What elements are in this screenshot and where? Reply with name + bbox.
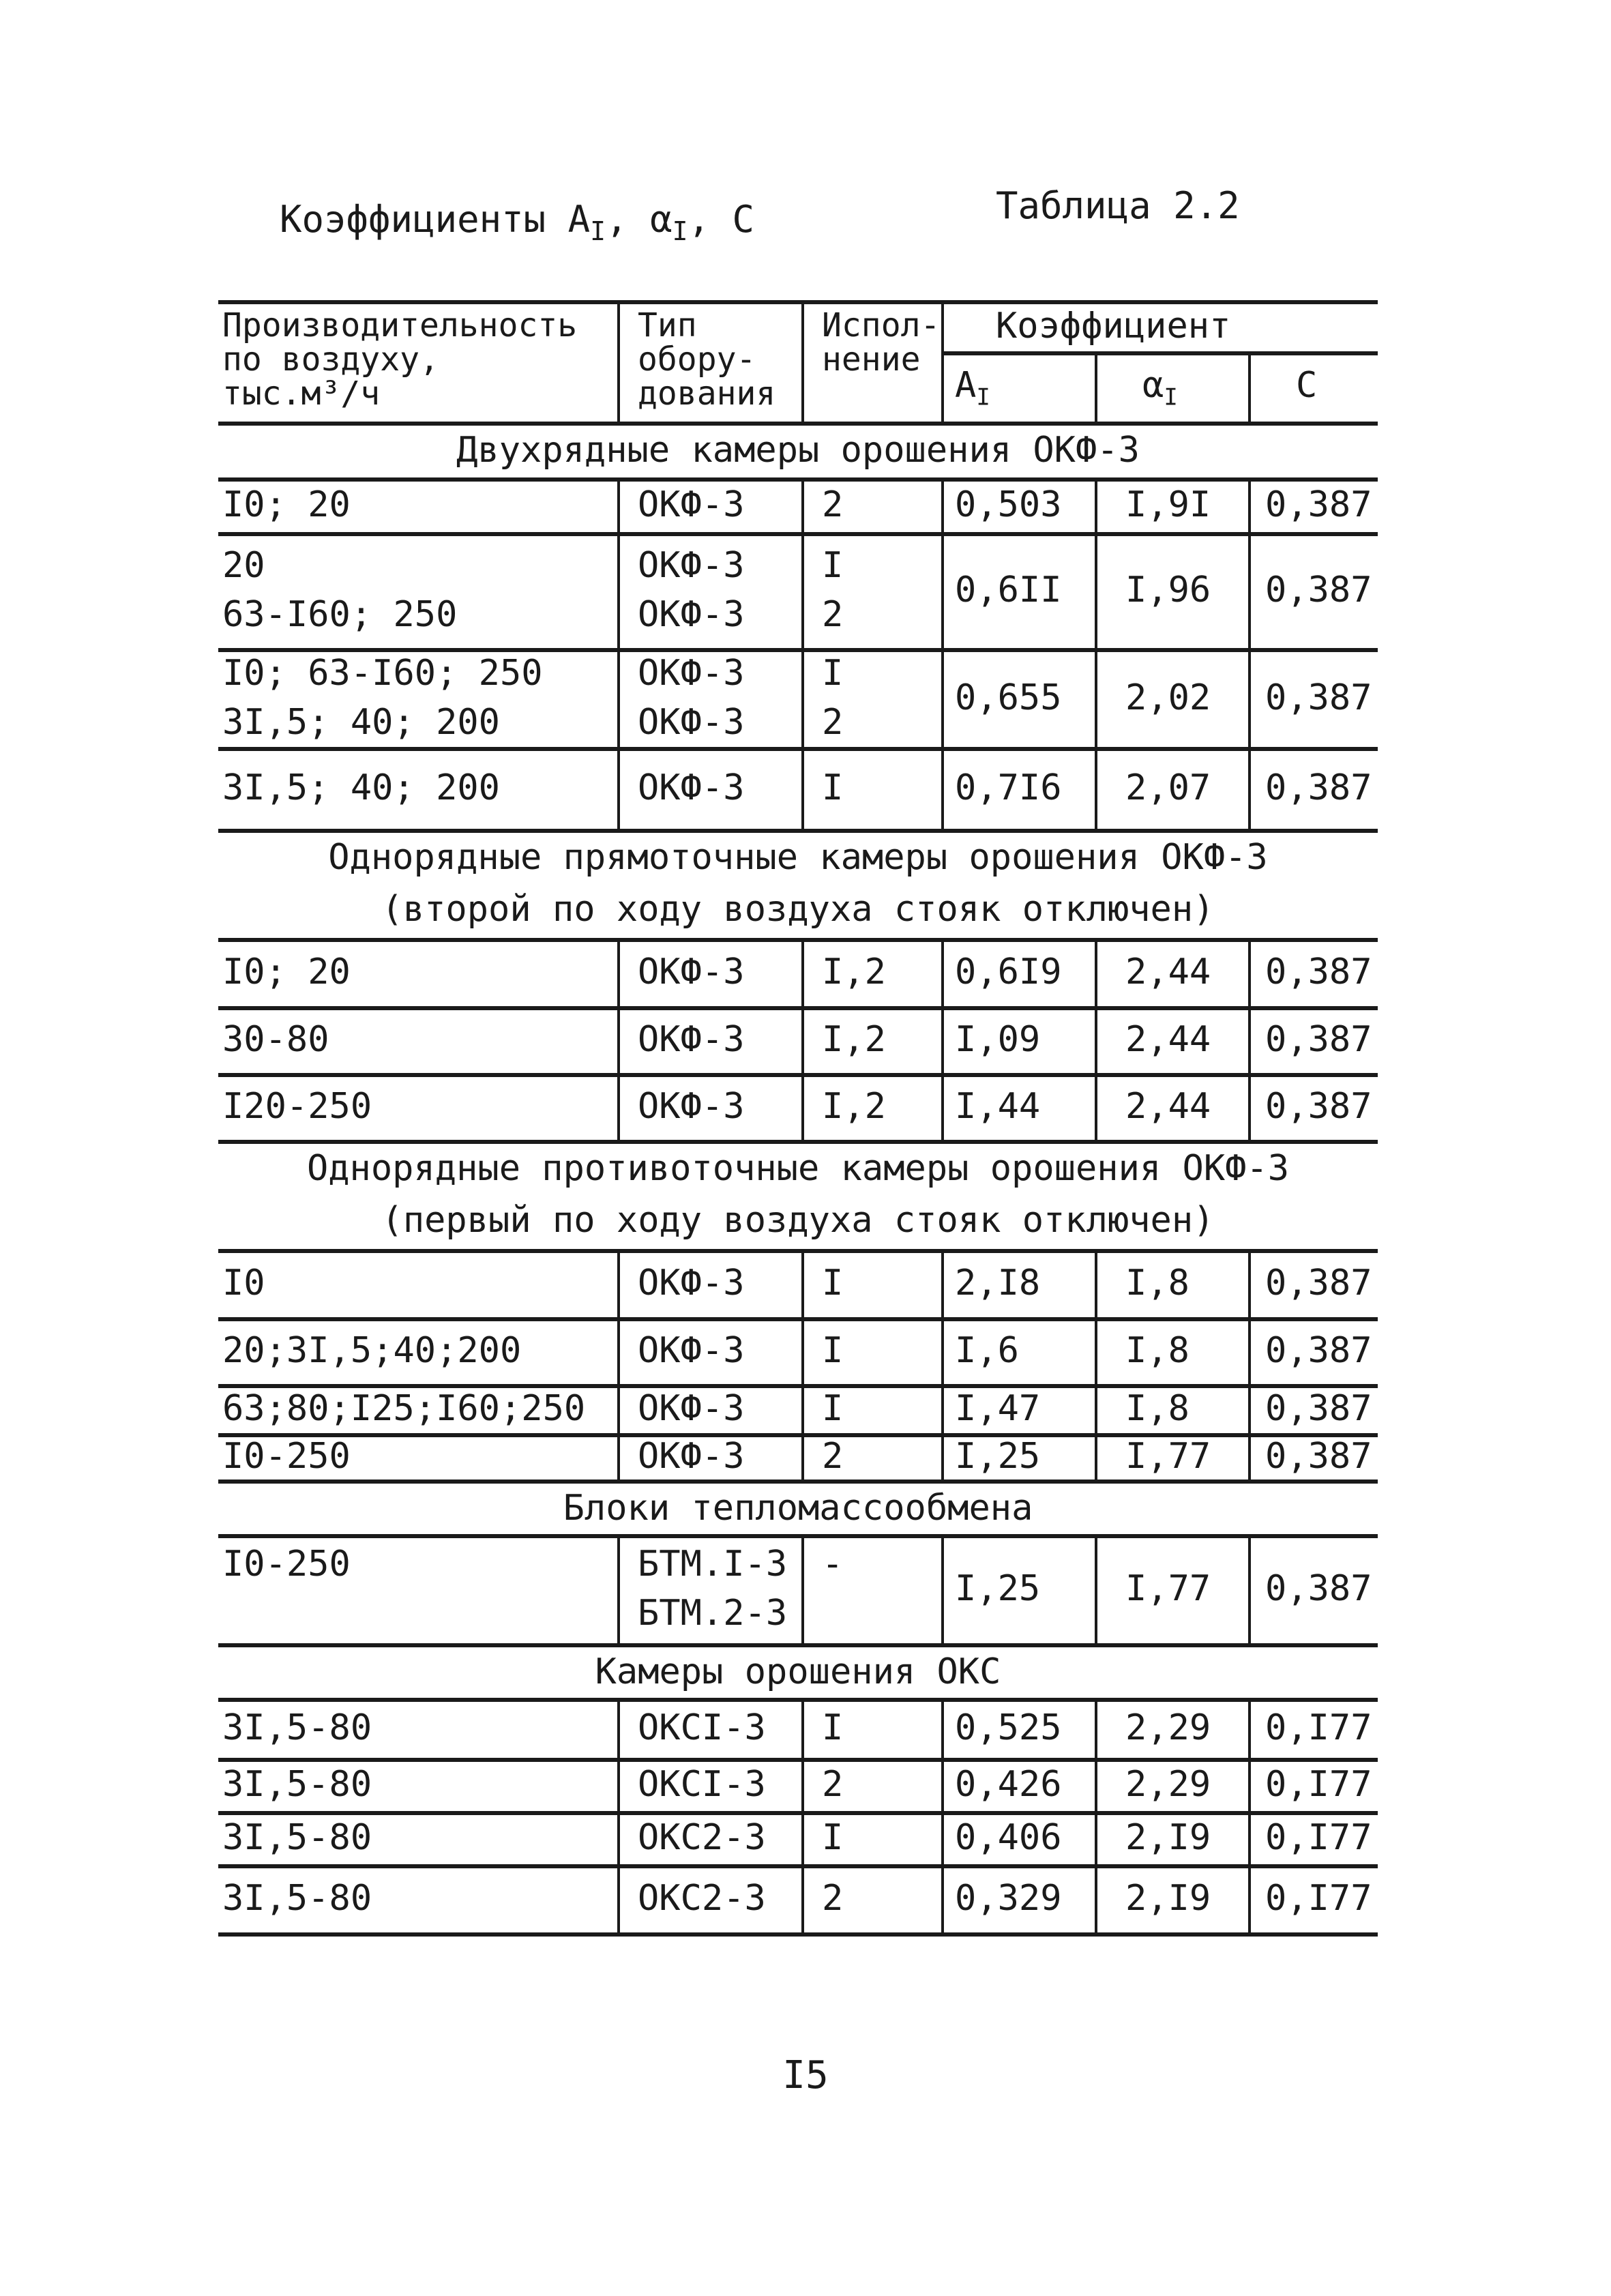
column-divider	[1248, 1534, 1251, 1643]
table-rule	[218, 1073, 1378, 1077]
alpha1-value: I,8	[1125, 1263, 1189, 1304]
header-equipment-type: дования	[638, 374, 776, 413]
alpha1-value: 2,02	[1125, 677, 1211, 718]
a1-value: I,6	[955, 1330, 1019, 1371]
column-divider	[801, 1534, 804, 1643]
equipment-type-value: ОКФ-3	[638, 652, 745, 694]
execution-value: 2	[822, 701, 844, 743]
alpha1-value: 2,I9	[1125, 1878, 1211, 1919]
equipment-type-value: ОКФ-3	[638, 484, 745, 525]
execution-value: I	[822, 1388, 844, 1429]
a1-value: 2,I8	[955, 1263, 1041, 1304]
column-divider	[1095, 1864, 1097, 1932]
column-divider	[617, 1433, 620, 1480]
caption-alpha-sub: I	[672, 216, 688, 246]
column-divider	[801, 1758, 804, 1811]
column-divider	[617, 300, 620, 422]
column-divider	[1248, 938, 1251, 1006]
column-divider	[941, 1073, 944, 1140]
c-value: 0,387	[1265, 1086, 1372, 1127]
alpha1-value: I,96	[1125, 570, 1211, 610]
a1-value: 0,7I6	[955, 767, 1062, 808]
c-value: 0,387	[1265, 570, 1372, 610]
table-rule	[218, 1249, 1378, 1253]
header-execution: Испол-	[822, 306, 941, 344]
column-divider	[801, 1317, 804, 1384]
caption-sub: I	[590, 216, 606, 246]
column-divider	[1248, 1864, 1251, 1932]
column-divider	[1248, 1698, 1251, 1758]
c-value: 0,387	[1265, 1263, 1372, 1304]
column-divider	[941, 300, 944, 422]
column-divider	[1095, 532, 1097, 648]
execution-value: I	[822, 1707, 844, 1748]
equipment-type-value: ОКФ-3	[638, 767, 745, 808]
column-divider	[941, 1006, 944, 1073]
c-value: 0,387	[1265, 952, 1372, 992]
column-divider	[1248, 1006, 1251, 1073]
header-production: Производительность	[222, 306, 578, 344]
alpha1-value: 2,I9	[1125, 1817, 1211, 1858]
a1-value: 0,6II	[955, 570, 1062, 610]
a1-value: 0,6I9	[955, 952, 1062, 992]
column-divider	[1095, 1384, 1097, 1433]
column-divider	[801, 648, 804, 747]
column-divider	[1095, 1433, 1097, 1480]
header-execution: нение	[822, 340, 921, 379]
c-value: 0,387	[1265, 1436, 1372, 1477]
execution-value: I,2	[822, 1086, 886, 1127]
execution-value: 2	[822, 594, 844, 635]
column-divider	[617, 1698, 620, 1758]
table-rule	[218, 1006, 1378, 1010]
column-divider	[617, 1534, 620, 1643]
table-rule	[218, 532, 1378, 536]
header-alpha1-letter: α	[1142, 365, 1164, 406]
c-value: 0,387	[1265, 1330, 1372, 1371]
equipment-type-value: БТМ.2-3	[638, 1593, 788, 1634]
page-number: I5	[782, 2053, 829, 2098]
c-value: 0,I77	[1265, 1707, 1372, 1748]
column-divider	[1248, 1811, 1251, 1864]
column-divider	[617, 1249, 620, 1317]
header-production: по воздуху,	[222, 340, 439, 379]
caption-alpha: , α	[606, 198, 673, 241]
equipment-type-value: ОКФ-3	[638, 701, 745, 743]
column-divider	[941, 1317, 944, 1384]
equipment-type-value: ОКС2-3	[638, 1817, 766, 1858]
caption-c: , C	[688, 198, 755, 241]
column-divider	[941, 1864, 944, 1932]
column-divider	[801, 938, 804, 1006]
a1-value: I,47	[955, 1388, 1041, 1429]
column-divider	[1095, 1758, 1097, 1811]
column-divider	[941, 1384, 944, 1433]
production-value: 3I,5-80	[222, 1817, 372, 1858]
coefficients-table	[218, 0, 1378, 2046]
table-rule	[218, 1932, 1378, 1937]
column-divider	[1248, 532, 1251, 648]
column-divider	[617, 938, 620, 1006]
column-divider	[941, 1534, 944, 1643]
a1-value: I,25	[955, 1568, 1041, 1609]
header-equipment-type: Тип	[638, 306, 697, 344]
column-divider	[801, 747, 804, 829]
alpha1-value: 2,29	[1125, 1764, 1211, 1805]
alpha1-value: 2,07	[1125, 767, 1211, 808]
production-value: 3I,5; 40; 200	[222, 701, 500, 743]
execution-value: I	[822, 1817, 844, 1858]
execution-value: -	[822, 1544, 844, 1585]
column-divider	[1095, 648, 1097, 747]
column-divider	[1248, 351, 1251, 422]
column-divider	[1248, 1433, 1251, 1480]
a1-value: 0,503	[955, 484, 1062, 525]
table-rule	[218, 1317, 1378, 1321]
column-divider	[941, 1433, 944, 1480]
column-divider	[1248, 1758, 1251, 1811]
section-title: Двухрядные камеры орошения ОКФ-3	[456, 430, 1140, 471]
alpha1-value: I,8	[1125, 1388, 1189, 1429]
column-divider	[801, 1811, 804, 1864]
a1-value: 0,426	[955, 1764, 1062, 1805]
column-divider	[617, 648, 620, 747]
a1-value: 0,406	[955, 1817, 1062, 1858]
execution-value: 2	[822, 1878, 844, 1919]
column-divider	[941, 1811, 944, 1864]
production-value: I0; 20	[222, 952, 351, 992]
caption-text: Коэффициенты A	[280, 198, 591, 241]
table-number: Таблица 2.2	[996, 184, 1240, 227]
header-a1	[955, 361, 990, 422]
column-divider	[617, 1006, 620, 1073]
column-divider	[941, 1698, 944, 1758]
production-value: I20-250	[222, 1086, 372, 1127]
header-c: C	[1296, 365, 1318, 406]
production-value: 63;80;I25;I60;250	[222, 1388, 586, 1429]
alpha1-value: 2,44	[1125, 1019, 1211, 1060]
production-value: I0	[222, 1263, 265, 1304]
c-value: 0,387	[1265, 677, 1372, 718]
execution-value: I	[822, 545, 844, 586]
column-divider	[1095, 1534, 1097, 1643]
column-divider	[617, 532, 620, 648]
production-value: 20	[222, 545, 265, 586]
column-divider	[941, 1249, 944, 1317]
alpha1-value: 2,29	[1125, 1707, 1211, 1748]
execution-value: I	[822, 767, 844, 808]
c-value: 0,387	[1265, 1568, 1372, 1609]
section-title: Блоки тепломассообмена	[563, 1488, 1033, 1529]
equipment-type-value: ОКФ-3	[638, 1330, 745, 1371]
execution-value: I	[822, 652, 844, 694]
production-value: 3I,5-80	[222, 1707, 372, 1748]
section-title: Камеры орошения ОКС	[595, 1651, 1001, 1692]
execution-value: 2	[822, 1764, 844, 1805]
equipment-type-value: ОКФ-3	[638, 1388, 745, 1429]
column-divider	[1095, 1317, 1097, 1384]
c-value: 0,387	[1265, 484, 1372, 525]
header-a1-sub: I	[976, 383, 990, 411]
production-value: 30-80	[222, 1019, 329, 1060]
production-value: I0; 20	[222, 484, 351, 525]
header-equipment-type: обору-	[638, 340, 756, 379]
column-divider	[617, 1317, 620, 1384]
column-divider	[801, 1249, 804, 1317]
a1-value: I,25	[955, 1436, 1041, 1477]
section-title: (второй по ходу воздуха стояк отключен)	[381, 889, 1215, 930]
column-divider	[617, 747, 620, 829]
equipment-type-value: БТМ.I-3	[638, 1544, 788, 1585]
column-divider	[941, 1758, 944, 1811]
alpha1-value: I,9I	[1125, 484, 1211, 525]
production-value: I0; 63-I60; 250	[222, 652, 543, 694]
column-divider	[801, 1384, 804, 1433]
table-rule	[218, 938, 1378, 942]
column-divider	[617, 477, 620, 532]
column-divider	[941, 938, 944, 1006]
production-value: 3I,5-80	[222, 1764, 372, 1805]
alpha1-value: 2,44	[1125, 1086, 1211, 1127]
execution-value: 2	[822, 1436, 844, 1477]
section-title: Однорядные противоточные камеры орошения ОКФ-3	[306, 1148, 1290, 1189]
execution-value: 2	[822, 484, 844, 525]
equipment-type-value: ОКФ-3	[638, 594, 745, 635]
column-divider	[1095, 1073, 1097, 1140]
table-rule	[218, 747, 1378, 751]
column-divider	[801, 1006, 804, 1073]
equipment-type-value: ОКФ-3	[638, 952, 745, 992]
column-divider	[1095, 477, 1097, 532]
column-divider	[941, 648, 944, 747]
production-value: 3I,5; 40; 200	[222, 767, 500, 808]
column-divider	[617, 1384, 620, 1433]
column-divider	[1095, 938, 1097, 1006]
equipment-type-value: ОКСI-3	[638, 1764, 766, 1805]
a1-value: 0,655	[955, 677, 1062, 718]
column-divider	[1095, 1811, 1097, 1864]
column-divider	[1248, 747, 1251, 829]
equipment-type-value: ОКФ-3	[638, 1263, 745, 1304]
column-divider	[1095, 1698, 1097, 1758]
column-divider	[1248, 648, 1251, 747]
header-alpha1	[1142, 361, 1178, 422]
column-divider	[1248, 1249, 1251, 1317]
column-divider	[801, 300, 804, 422]
equipment-type-value: ОКФ-3	[638, 545, 745, 586]
column-divider	[801, 1433, 804, 1480]
header-production: тыс.м³/ч	[222, 374, 381, 413]
execution-value: I,2	[822, 952, 886, 992]
header-alpha1-sub: I	[1164, 383, 1178, 411]
equipment-type-value: ОКС2-3	[638, 1878, 766, 1919]
c-value: 0,I77	[1265, 1817, 1372, 1858]
header-a1-letter: A	[955, 365, 977, 406]
alpha1-value: I,8	[1125, 1330, 1189, 1371]
a1-value: I,09	[955, 1019, 1041, 1060]
column-divider	[941, 477, 944, 532]
production-value: I0-250	[222, 1436, 351, 1477]
coef-group-rule	[941, 351, 1378, 355]
c-value: 0,I77	[1265, 1878, 1372, 1919]
a1-value: 0,329	[955, 1878, 1062, 1919]
column-divider	[1095, 1249, 1097, 1317]
table-rule	[218, 1534, 1378, 1538]
execution-value: I	[822, 1330, 844, 1371]
c-value: 0,387	[1265, 1019, 1372, 1060]
column-divider	[1248, 477, 1251, 532]
production-value: 3I,5-80	[222, 1878, 372, 1919]
column-divider	[801, 1864, 804, 1932]
column-divider	[941, 747, 944, 829]
alpha1-value: 2,44	[1125, 952, 1211, 992]
column-divider	[1095, 1006, 1097, 1073]
column-divider	[617, 1073, 620, 1140]
production-value: 20;3I,5;40;200	[222, 1330, 522, 1371]
table-rule	[218, 1864, 1378, 1868]
execution-value: I,2	[822, 1019, 886, 1060]
equipment-type-value: ОКФ-3	[638, 1019, 745, 1060]
a1-value: 0,525	[955, 1707, 1062, 1748]
column-divider	[801, 1073, 804, 1140]
header-coefficient-group: Коэффициент	[996, 306, 1231, 347]
section-title: Однорядные прямоточные камеры орошения ОКФ-3	[328, 837, 1268, 878]
alpha1-value: I,77	[1125, 1568, 1211, 1609]
a1-value: I,44	[955, 1086, 1041, 1127]
column-divider	[801, 477, 804, 532]
production-value: I0-250	[222, 1544, 351, 1585]
column-divider	[801, 1698, 804, 1758]
equipment-type-value: ОКСI-3	[638, 1707, 766, 1748]
column-divider	[1095, 351, 1097, 422]
execution-value: I	[822, 1263, 844, 1304]
column-divider	[801, 532, 804, 648]
column-divider	[617, 1811, 620, 1864]
c-value: 0,387	[1265, 1388, 1372, 1429]
column-divider	[1248, 1384, 1251, 1433]
column-divider	[941, 532, 944, 648]
column-divider	[1248, 1073, 1251, 1140]
column-divider	[617, 1758, 620, 1811]
c-value: 0,I77	[1265, 1764, 1372, 1805]
equipment-type-value: ОКФ-3	[638, 1436, 745, 1477]
equipment-type-value: ОКФ-3	[638, 1086, 745, 1127]
column-divider	[617, 1864, 620, 1932]
c-value: 0,387	[1265, 767, 1372, 808]
production-value: 63-I60; 250	[222, 594, 458, 635]
column-divider	[1095, 747, 1097, 829]
section-title: (первый по ходу воздуха стояк отключен)	[381, 1200, 1215, 1241]
table-rule	[218, 1698, 1378, 1702]
alpha1-value: I,77	[1125, 1436, 1211, 1477]
column-divider	[1248, 1317, 1251, 1384]
